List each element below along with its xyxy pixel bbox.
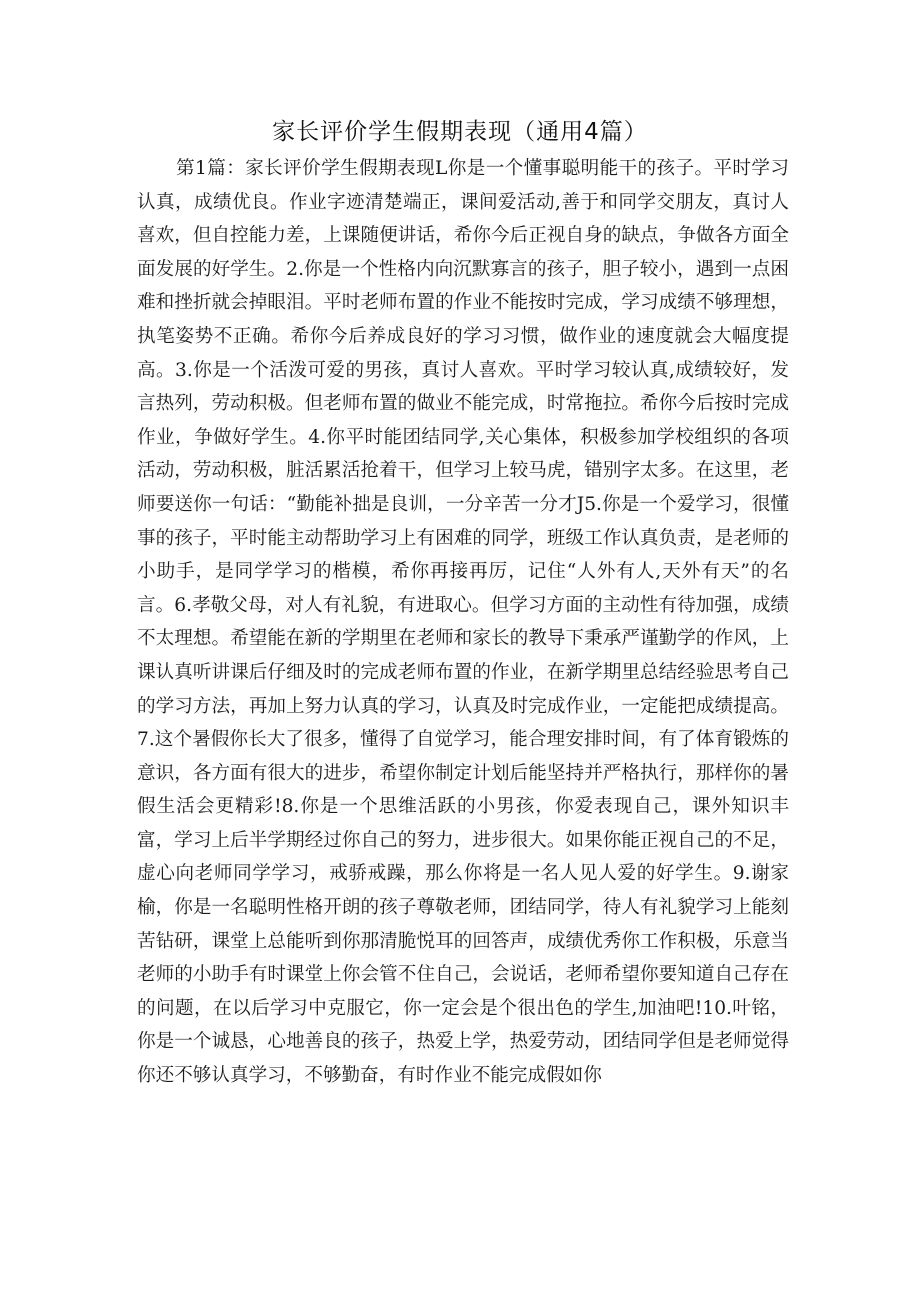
document-title: 家长评价学生假期表现（通用4篇） (272, 119, 648, 145)
document-body-paragraph: 第1篇：家长评价学生假期表现L你是一个懂事聪明能干的孩子。平时学习认真，成绩优良。作业字迹清楚端正，课间爱活动,善于和同学交朋友，真讨人喜欢，但自控能力差，上课随便讲话，希你今后正视自身的缺点，争做各方面全面发展的好学生。2.你是一个性格内向沉默寡言的孩子，胆子较小，遇到一点困难和挫折就会掉眼泪。平时老师布置的作业不能按时完成，学习成绩不够理想，执笔姿势不正确。希你今后养成良好的学习习惯，做作业的速度就会大幅度提高。3.你是一个活泼可爱的男孩，真讨人喜欢。平时学习较认真,成绩较好，发言热列，劳动积极。但老师布置的做业不能完成，时常拖拉。希你今后按时完成作业，争做好学生。4.你平时能团结同学,关心集体，积极参加学校组织的各项活动，劳动积极，脏活累活抢着干，但学习上较马虎，错别字太多。在这里，老师要送你一句话：“勤能补拙是良训，一分辛苦一分才J5.你是一个爱学习，很懂事的孩子，平时能主动帮助学习上有困难的同学，班级工作认真负责，是老师的小助手，是同学学习的楷模，希你再接再厉，记住“人外有人,天外有天”的名言。6.孝敬父母，对人有礼貌，有进取心。但学习方面的主动性有待加强，成绩不太理想。希望能在新的学期里在老师和家长的教导下秉承严谨勤学的作风，上课认真听讲课后仔细及时的完成老师布置的作业，在新学期里总结经验思考自己的学习方法，再加上努力认真的学习，认真及时完成作业，一定能把成绩提高。7.这个暑假你长大了很多，懂得了自觉学习，能合理安排时间，有了体育锻炼的意识，各方面有很大的进步，希望你制定计划后能坚持并严格执行，那样你的暑假生活会更精彩!8.你是一个思维活跃的小男孩，你爱表现自己，课外知识丰富，学习上后半学期经过你自己的努力，进步很大。如果你能正视自己的不足，虚心向老师同学学习，戒骄戒躁，那么你将是一名人见人爱的好学生。9.谢家榆，你是一名聪明性格开朗的孩子尊敬老师，团结同学，待人有礼貌学习上能刻苦钻研，课堂上总能听到你那清脆悦耳的回答声，成绩优秀你工作积极，乐意当老师的小助手有时课堂上你会管不住自己，会说话，老师希望你要知道自己存在的问题，在以后学习中克服它，你一定会是个很出色的学生,加油吧!10.叶铭，你是一个诚恳，心地善良的孩子，热爱上学，热爱劳动，团结同学但是老师觉得你还不够认真学习，不够勤奋，有时作业不能完成假如你 (137, 158, 789, 1087)
